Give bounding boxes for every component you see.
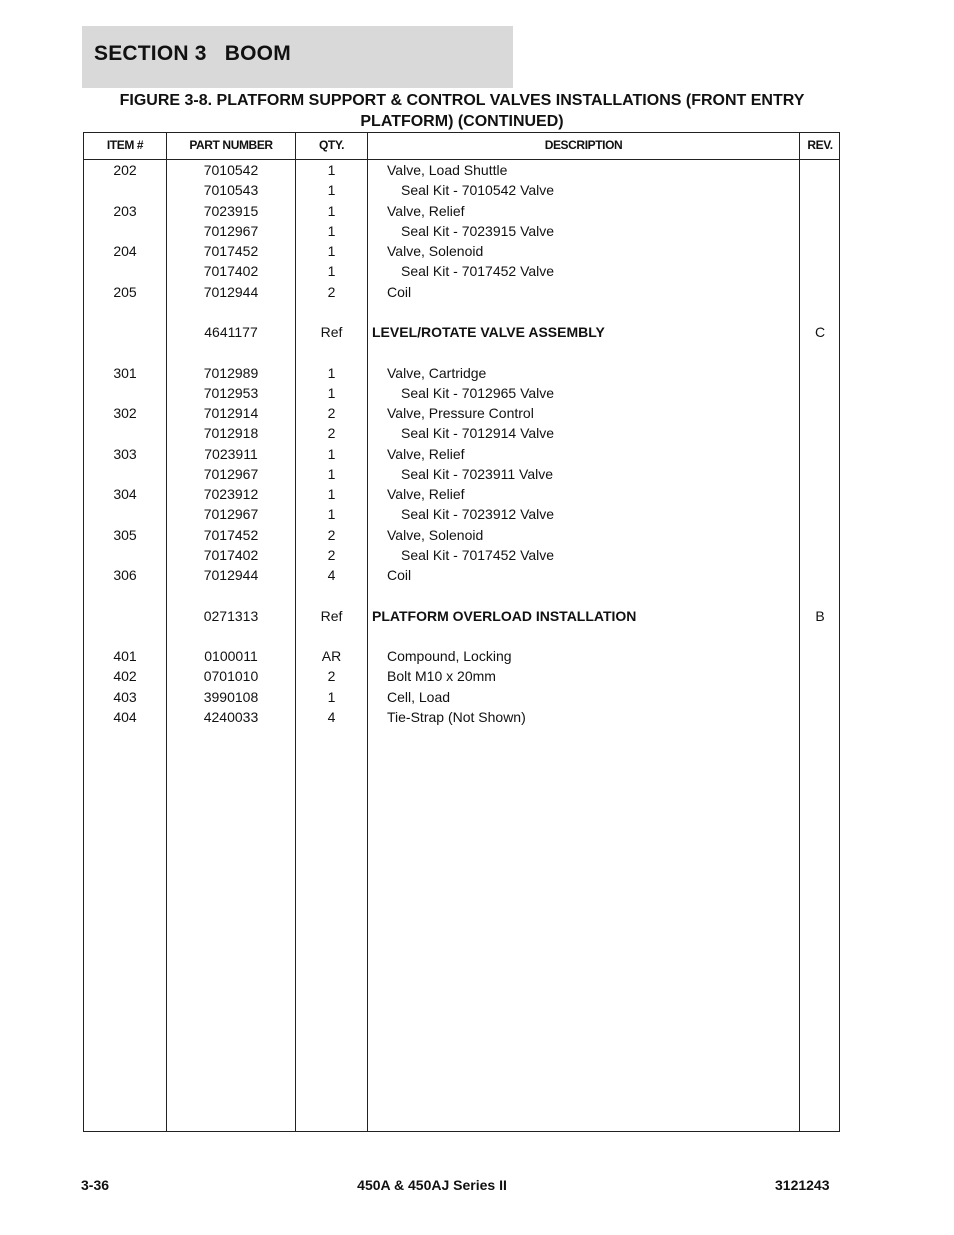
part-number-cell: 7012967 <box>203 222 259 239</box>
description-cell: Valve, Solenoid <box>387 243 484 259</box>
description-cell: Seal Kit - 7012914 Valve <box>401 425 555 442</box>
table-row <box>84 261 839 281</box>
rev-cell: C <box>814 324 826 340</box>
table-row <box>84 585 839 605</box>
qty-cell: 2 <box>327 283 336 300</box>
qty-cell: 1 <box>327 688 336 705</box>
description-cell: Valve, Relief <box>387 445 465 462</box>
header-part-number: PART NUMBER <box>189 138 273 152</box>
item-cell: 401 <box>113 648 137 664</box>
description-cell: Coil <box>387 567 412 583</box>
table-row <box>84 160 839 180</box>
part-number-cell: 7012967 <box>203 465 259 482</box>
table-row <box>84 484 839 504</box>
qty-cell: 2 <box>327 425 336 442</box>
description-cell: Seal Kit - 7010542 Valve <box>401 182 555 199</box>
item-cell: 404 <box>113 708 137 725</box>
part-number-cell: 4240033 <box>203 708 259 725</box>
description-cell: PLATFORM OVERLOAD INSTALLATION <box>372 607 637 624</box>
item-cell: 202 <box>113 162 137 178</box>
part-number-cell: 7012953 <box>203 384 259 401</box>
description-cell: Bolt M10 x 20mm <box>387 668 496 685</box>
table-row <box>84 565 839 585</box>
table-row <box>84 423 839 443</box>
description-cell: Valve, Relief <box>387 486 465 502</box>
table-row <box>84 606 839 626</box>
part-number-cell: 7010542 <box>203 162 259 178</box>
qty-cell: 1 <box>327 384 336 401</box>
header-description: DESCRIPTION <box>544 138 623 152</box>
item-cell: 301 <box>113 364 137 381</box>
item-cell: 302 <box>113 405 137 421</box>
table-row <box>84 525 839 545</box>
description-cell: Valve, Load Shuttle <box>387 162 508 178</box>
header-qty: QTY. <box>318 138 345 152</box>
table-row <box>84 282 839 302</box>
table-row <box>84 383 839 403</box>
table-row <box>84 403 839 423</box>
part-number-cell: 7012918 <box>203 425 259 442</box>
table-row <box>84 687 839 707</box>
table-row <box>84 363 839 383</box>
part-number-cell: 7023911 <box>204 445 258 462</box>
figure-title: FIGURE 3-8. PLATFORM SUPPORT & CONTROL VALVES INSTALLATIONS (FRONT ENTRY PLATFORM) (CONTINUED) <box>119 92 805 130</box>
description-cell: Seal Kit - 7023912 Valve <box>401 506 555 523</box>
table-row <box>84 626 839 646</box>
qty-cell: 1 <box>327 162 336 178</box>
description-cell: Tie-Strap (Not Shown) <box>387 708 526 725</box>
part-number-cell: 7012944 <box>203 567 259 583</box>
part-number-cell: 7017452 <box>203 243 259 259</box>
qty-cell: 1 <box>327 182 336 199</box>
part-number-cell: 0701010 <box>203 668 259 685</box>
qty-cell: 1 <box>327 243 336 259</box>
qty-cell: 1 <box>327 486 336 502</box>
part-number-cell: 4641177 <box>204 324 258 340</box>
part-number-cell: 7023915 <box>203 202 259 219</box>
qty-cell: AR <box>321 648 342 664</box>
table-row <box>84 302 839 322</box>
section-banner <box>82 26 513 88</box>
table-row <box>84 707 839 727</box>
item-cell: 304 <box>113 486 137 502</box>
table-row <box>84 646 839 666</box>
part-number-cell: 7017402 <box>203 263 259 280</box>
model-name: 450A & 450AJ Series II <box>357 1177 507 1193</box>
description-cell: Seal Kit - 7023915 Valve <box>401 222 555 239</box>
qty-cell: 4 <box>327 708 336 725</box>
section-title: SECTION 3 BOOM <box>94 42 291 65</box>
qty-cell: 4 <box>327 567 336 583</box>
part-number-cell: 0100011 <box>204 648 258 664</box>
qty-cell: 2 <box>327 405 336 421</box>
item-cell: 305 <box>113 526 137 543</box>
table-row <box>84 180 839 200</box>
table-row <box>84 504 839 524</box>
document-number: 3121243 <box>775 1177 830 1193</box>
description-cell: Seal Kit - 7017452 Valve <box>401 263 555 280</box>
description-cell: Coil <box>387 283 412 300</box>
table-row <box>84 545 839 565</box>
item-cell: 203 <box>113 202 137 219</box>
description-cell: Valve, Cartridge <box>387 364 487 381</box>
qty-cell: 1 <box>327 222 336 239</box>
item-cell: 306 <box>113 567 137 583</box>
qty-cell: 2 <box>327 546 336 563</box>
table-row <box>84 342 839 362</box>
part-number-cell: 0271313 <box>203 607 259 624</box>
part-number-cell: 7023912 <box>203 486 259 502</box>
part-number-cell: 7017402 <box>203 546 259 563</box>
description-cell: Seal Kit - 7023911 Valve <box>401 465 554 482</box>
qty-cell: 2 <box>327 668 336 685</box>
item-cell: 403 <box>113 688 137 705</box>
qty-cell: Ref <box>320 324 343 340</box>
description-cell: Cell, Load <box>387 688 451 705</box>
item-cell: 402 <box>113 668 137 685</box>
qty-cell: 1 <box>327 202 336 219</box>
table-row <box>84 221 839 241</box>
table-row <box>84 241 839 261</box>
part-number-cell: 7017452 <box>203 526 259 543</box>
qty-cell: 1 <box>327 465 336 482</box>
part-number-cell: 7010543 <box>203 182 259 199</box>
part-number-cell: 7012914 <box>203 405 259 421</box>
part-number-cell: 3990108 <box>203 688 259 705</box>
part-number-cell: 7012989 <box>203 364 259 381</box>
header-item: ITEM # <box>106 138 144 152</box>
qty-cell: Ref <box>320 607 343 624</box>
description-cell: LEVEL/ROTATE VALVE ASSEMBLY <box>372 324 605 340</box>
table-row <box>84 666 839 686</box>
item-cell: 204 <box>113 243 137 259</box>
header-rev: REV. <box>807 138 833 152</box>
page-number: 3-36 <box>81 1177 110 1193</box>
part-number-cell: 7012944 <box>203 283 259 300</box>
description-cell: Seal Kit - 7017452 Valve <box>401 546 555 563</box>
description-cell: Seal Kit - 7012965 Valve <box>401 384 555 401</box>
table-row <box>84 464 839 484</box>
qty-cell: 1 <box>327 263 336 280</box>
table-body <box>84 160 839 727</box>
qty-cell: 2 <box>327 526 336 543</box>
rev-cell: B <box>815 607 825 624</box>
description-cell: Valve, Pressure Control <box>387 405 534 421</box>
qty-cell: 1 <box>327 445 336 462</box>
qty-cell: 1 <box>327 506 336 523</box>
parts-table <box>83 132 840 1132</box>
description-cell: Compound, Locking <box>387 648 512 664</box>
item-cell: 303 <box>113 445 137 462</box>
description-cell: Valve, Relief <box>387 202 465 219</box>
item-cell: 205 <box>113 283 137 300</box>
part-number-cell: 7012967 <box>203 506 259 523</box>
table-row <box>84 444 839 464</box>
table-row <box>84 322 839 342</box>
description-cell: Valve, Solenoid <box>387 526 484 543</box>
qty-cell: 1 <box>327 364 336 381</box>
table-row <box>84 201 839 221</box>
